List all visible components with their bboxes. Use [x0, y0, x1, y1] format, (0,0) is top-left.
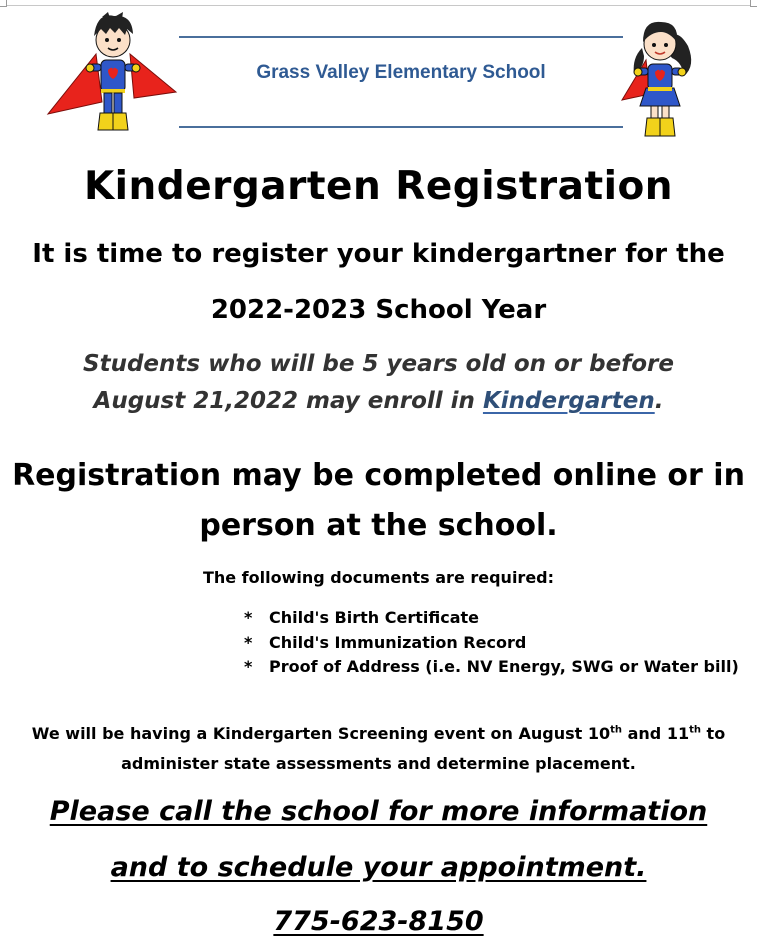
eligibility-line-2 — [0, 388, 757, 414]
kindergarten-link[interactable]: Kindergarten — [482, 388, 655, 414]
asterisk-bullet: * — [244, 632, 253, 652]
page-top-edge — [0, 0, 757, 6]
intro-line-1: It is time to register your kindergartner for the — [32, 239, 725, 269]
page-title: Kindergarten Registration — [83, 164, 674, 209]
screening-text-c: to — [700, 724, 726, 743]
list-item — [244, 657, 739, 682]
superhero-girl-icon — [620, 14, 702, 142]
phone-number[interactable]: 775-623-8150 — [273, 906, 484, 937]
list-item — [244, 633, 739, 658]
asterisk-bullet: * — [244, 608, 253, 627]
list-item — [244, 608, 739, 633]
document-proof-of-address: Proof of Address (i.e. NV Energy, SWG or Water bill) — [269, 657, 739, 676]
school-name: Grass Valley Elementary School — [256, 62, 546, 83]
intro-line-2: 2022-2023 School Year — [210, 295, 547, 325]
header-rule-top — [179, 36, 623, 38]
superhero-boy-icon — [46, 12, 178, 142]
corner-handle-right[interactable] — [750, 0, 757, 7]
screening-text-b: and 11 — [622, 724, 690, 743]
asterisk-bullet: * — [244, 657, 253, 676]
contact-line-1: Please call the school for more information — [49, 796, 708, 827]
contact-line-2: and to schedule your appointment. — [110, 852, 647, 883]
registration-line-2: person at the school. — [199, 508, 558, 543]
eligibility-period: . — [654, 388, 664, 414]
documents-heading: The following documents are required: — [202, 568, 555, 587]
ordinal-suffix: th — [610, 724, 623, 736]
header-rule-bottom — [179, 126, 623, 128]
documents-list — [244, 608, 739, 682]
screening-text-a: We will be having a Kindergarten Screening event on August 10 — [31, 724, 611, 743]
ordinal-suffix: th — [689, 724, 701, 736]
document-birth-certificate: Child's Birth Certificate — [269, 608, 479, 627]
screening-line-1 — [0, 724, 757, 743]
registration-line-1: Registration may be completed online or in — [12, 458, 745, 493]
screening-line-2: administer state assessments and determine placement. — [121, 754, 636, 773]
eligibility-text: August 21,2022 may enroll in — [93, 388, 483, 414]
corner-handle-left[interactable] — [0, 0, 7, 7]
eligibility-line-1: Students who will be 5 years old on or before — [83, 351, 674, 377]
document-immunization-record: Child's Immunization Record — [269, 632, 527, 652]
